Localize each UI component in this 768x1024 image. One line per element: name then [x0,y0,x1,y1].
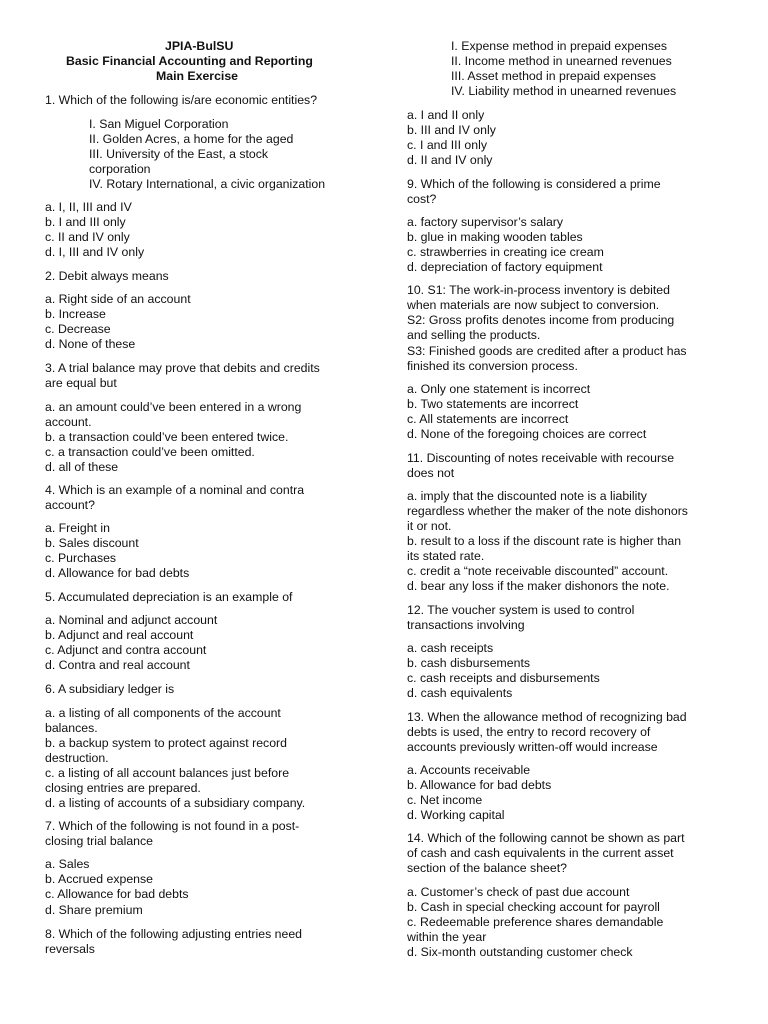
q7-choice: b. Accrued expense [45,872,154,886]
q1-item: corporation [89,162,151,176]
q3-choice: d. all of these [45,460,119,474]
q11-choice: d. bear any loss if the maker dishonors the note. [407,579,670,593]
q14-question: section of the balance sheet? [407,861,567,875]
q7-question: 7. Which of the following is not found in a post- [45,819,300,833]
q3-choice: a. an amount could’ve been entered in a wrong [45,400,302,414]
q8-choice: d. II and IV only [407,153,493,167]
q3-choice: b. a transaction could’ve been entered twice. [45,430,289,444]
q10-question: when materials are now subject to conversion. [407,298,660,312]
doc-exercise-title: Main Exercise [156,69,239,83]
q11-question: 11. Discounting of notes receivable with recourse [407,451,675,465]
q1-choice: c. II and IV only [45,230,130,244]
q9-choice: b. glue in making wooden tables [407,230,583,244]
q7-question: closing trial balance [45,834,154,848]
q9-choice: c. strawberries in creating ice cream [407,245,604,259]
q14-choice: d. Six-month outstanding customer check [407,945,633,959]
q10-question: 10. S1: The work-in-process inventory is debited [407,283,670,297]
q10-question: S3: Finished goods are credited after a product has [407,344,687,358]
q14-choice: a. Customer’s check of past due account [407,885,630,899]
q1-choice: a. I, II, III and IV [45,200,132,214]
q3-choice: c. a transaction could’ve been omitted. [45,445,255,459]
q11-choice: a. imply that the discounted note is a liability [407,489,647,503]
doc-subject-title: Basic Financial Accounting and Reporting [66,54,313,68]
q7-choice: a. Sales [45,857,90,871]
q11-choice: b. result to a loss if the discount rate is higher than [407,534,682,548]
q2-question: 2. Debit always means [45,269,169,283]
q6-choice: b. a backup system to protect against record [45,736,287,750]
q8-choice: c. I and III only [407,138,487,152]
q13-question: debts is used, the entry to record recovery of [407,725,651,739]
q11-choice: c. credit a “note receivable discounted” account. [407,564,669,578]
q14-choice: c. Redeemable preference shares demandable [407,915,664,929]
q8-choice: a. I and II only [407,108,485,122]
q14-choice: b. Cash in special checking account for payroll [407,900,660,914]
q1-item: IV. Rotary International, a civic organization [89,177,326,191]
q2-choice: c. Decrease [45,322,111,336]
q13-choice: d. Working capital [407,808,505,822]
q14-question: 14. Which of the following cannot be shown as part [407,831,685,845]
q11-choice: its stated rate. [407,549,485,563]
q10-choice: a. Only one statement is incorrect [407,382,591,396]
q12-choice: a. cash receipts [407,641,494,655]
q4-choice: b. Sales discount [45,536,139,550]
q8-item: I. Expense method in prepaid expenses [451,39,668,53]
q1-item: II. Golden Acres, a home for the aged [89,132,294,146]
q10-choice: c. All statements are incorrect [407,412,569,426]
q1-choice: d. I, III and IV only [45,245,145,259]
q13-choice: b. Allowance for bad debts [407,778,552,792]
q5-question: 5. Accumulated depreciation is an example of [45,590,293,604]
q12-choice: b. cash disbursements [407,656,531,670]
q4-question: 4. Which is an example of a nominal and contra [45,483,305,497]
q4-choice: a. Freight in [45,521,110,535]
q4-choice: c. Purchases [45,551,117,565]
q5-choice: c. Adjunct and contra account [45,643,207,657]
q9-question: 9. Which of the following is considered a prime [407,177,661,191]
q14-choice: within the year [407,930,487,944]
q5-choice: d. Contra and real account [45,658,190,672]
q8-item: IV. Liability method in unearned revenues [451,84,677,98]
q12-choice: c. cash receipts and disbursements [407,671,600,685]
q13-question: 13. When the allowance method of recognizing bad [407,710,687,724]
q12-choice: d. cash equivalents [407,686,513,700]
q6-choice: closing entries are prepared. [45,781,201,795]
q13-choice: c. Net income [407,793,483,807]
q7-choice: d. Share premium [45,903,143,917]
q1-item: III. University of the East, a stock [89,147,269,161]
q9-choice: d. depreciation of factory equipment [407,260,603,274]
q6-question: 6. A subsidiary ledger is [45,682,175,696]
q8-question: reversals [45,942,95,956]
q2-choice: d. None of these [45,337,136,351]
q1-choice: b. I and III only [45,215,126,229]
q11-question: does not [407,466,455,480]
q6-choice: a. a listing of all components of the account [45,706,281,720]
q5-choice: a. Nominal and adjunct account [45,613,218,627]
q10-question: S2: Gross profits denotes income from producing [407,313,675,327]
q8-question: 8. Which of the following adjusting entries need [45,927,303,941]
q13-choice: a. Accounts receivable [407,763,531,777]
q4-choice: d. Allowance for bad debts [45,566,190,580]
q4-question: account? [45,498,95,512]
q9-choice: a. factory supervisor’s salary [407,215,564,229]
q2-choice: a. Right side of an account [45,292,191,306]
q5-choice: b. Adjunct and real account [45,628,194,642]
q12-question: transactions involving [407,618,525,632]
q14-question: of cash and cash equivalents in the current asset [407,846,674,860]
q11-choice: it or not. [407,519,452,533]
q10-question: and selling the products. [407,328,541,342]
q6-choice: balances. [45,721,98,735]
q10-question: finished its conversion process. [407,359,578,373]
q7-choice: c. Allowance for bad debts [45,887,189,901]
q3-question: are equal but [45,376,117,390]
q8-choice: b. III and IV only [407,123,496,137]
q10-choice: d. None of the foregoing choices are correct [407,427,647,441]
q13-question: accounts previously written-off would increase [407,740,658,754]
q6-choice: destruction. [45,751,109,765]
q11-choice: regardless whether the maker of the note dishonors [407,504,688,518]
q2-choice: b. Increase [45,307,106,321]
q6-choice: d. a listing of accounts of a subsidiary company. [45,796,306,810]
q3-question: 3. A trial balance may prove that debits and credits [45,361,320,375]
q1-question: 1. Which of the following is/are economic entities? [45,93,318,107]
doc-org-title: JPIA-BulSU [165,39,234,53]
q8-item: III. Asset method in prepaid expenses [451,69,657,83]
q3-choice: account. [45,415,92,429]
q6-choice: c. a listing of all account balances just before [45,766,290,780]
q10-choice: b. Two statements are incorrect [407,397,579,411]
q8-item: II. Income method in unearned revenues [451,54,672,68]
q9-question: cost? [407,192,437,206]
q12-question: 12. The voucher system is used to control [407,603,635,617]
q1-item: I. San Miguel Corporation [89,117,229,131]
